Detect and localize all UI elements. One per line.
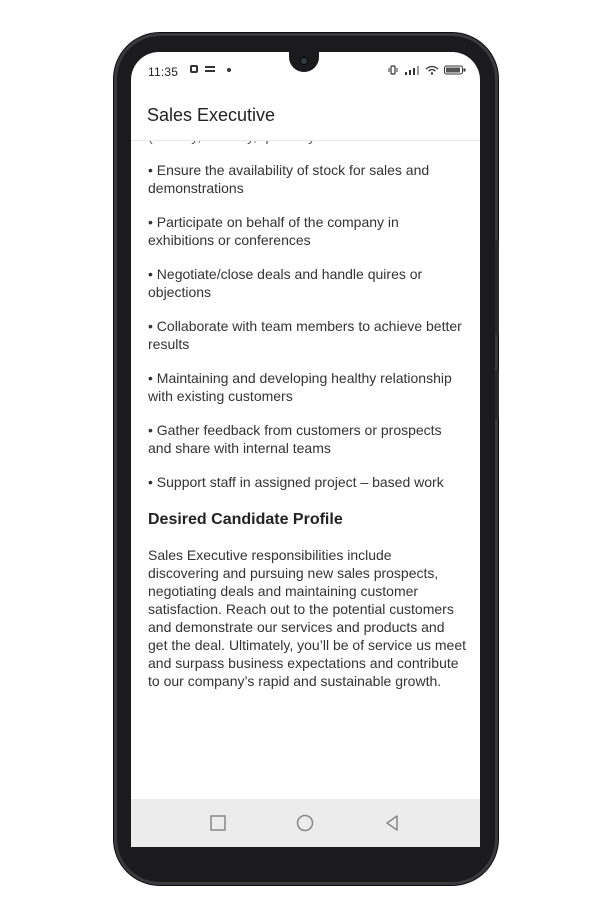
signal-icon: [404, 65, 420, 75]
front-camera: [299, 56, 309, 66]
list-item: • Gather feedback from customers or prospects and share with internal teams: [148, 422, 442, 456]
list-item: • Maintaining and developing healthy relationship with existing customers: [148, 370, 452, 404]
wifi-icon: [425, 65, 439, 75]
vibrate-icon: [387, 65, 399, 75]
job-description-body: [148, 127, 466, 690]
volume-button: [495, 240, 499, 335]
home-button[interactable]: [295, 813, 315, 833]
profile-paragraph: Sales Executive responsibilities include discovering and pursuing new sales prospects, negotiating deals and maintaining customer satisfaction. Reach out to the potential customers and demonstrate our services and products and get the deal. Ultimately, you’ll be of service us meet and surpass business expectations and contribute to our company’s rapid and sustainable growth.: [148, 547, 467, 689]
app-bar: [131, 88, 480, 141]
section-title: Desired Candidate Profile: [148, 511, 343, 528]
recents-button[interactable]: [208, 813, 228, 833]
status-time: 11:35: [148, 65, 179, 79]
job-description-scroll[interactable]: [131, 141, 480, 797]
page-title: Sales Executive: [147, 105, 276, 125]
status-bar: [131, 52, 480, 88]
status-right-icons: [387, 65, 466, 75]
sim-icon: [189, 64, 199, 74]
list-item: • Collaborate with team members to achieve better results: [148, 318, 462, 352]
dot-icon: [221, 65, 233, 74]
power-button: [495, 370, 499, 420]
status-left-icons: [189, 64, 233, 74]
battery-icon: [444, 65, 466, 75]
screen: [131, 52, 480, 847]
message-icon: [205, 65, 215, 74]
list-item: • Negotiate/close deals and handle quires or objections: [148, 266, 423, 300]
back-button[interactable]: [382, 813, 402, 833]
navigation-bar: [131, 799, 480, 847]
list-item: • Participate on behalf of the company in exhibitions or conferences: [148, 214, 399, 248]
list-item: • Support staff in assigned project – based work: [148, 474, 444, 490]
camera-notch: [289, 52, 319, 72]
list-item: • Ensure the availability of stock for sales and demonstrations: [148, 162, 430, 196]
